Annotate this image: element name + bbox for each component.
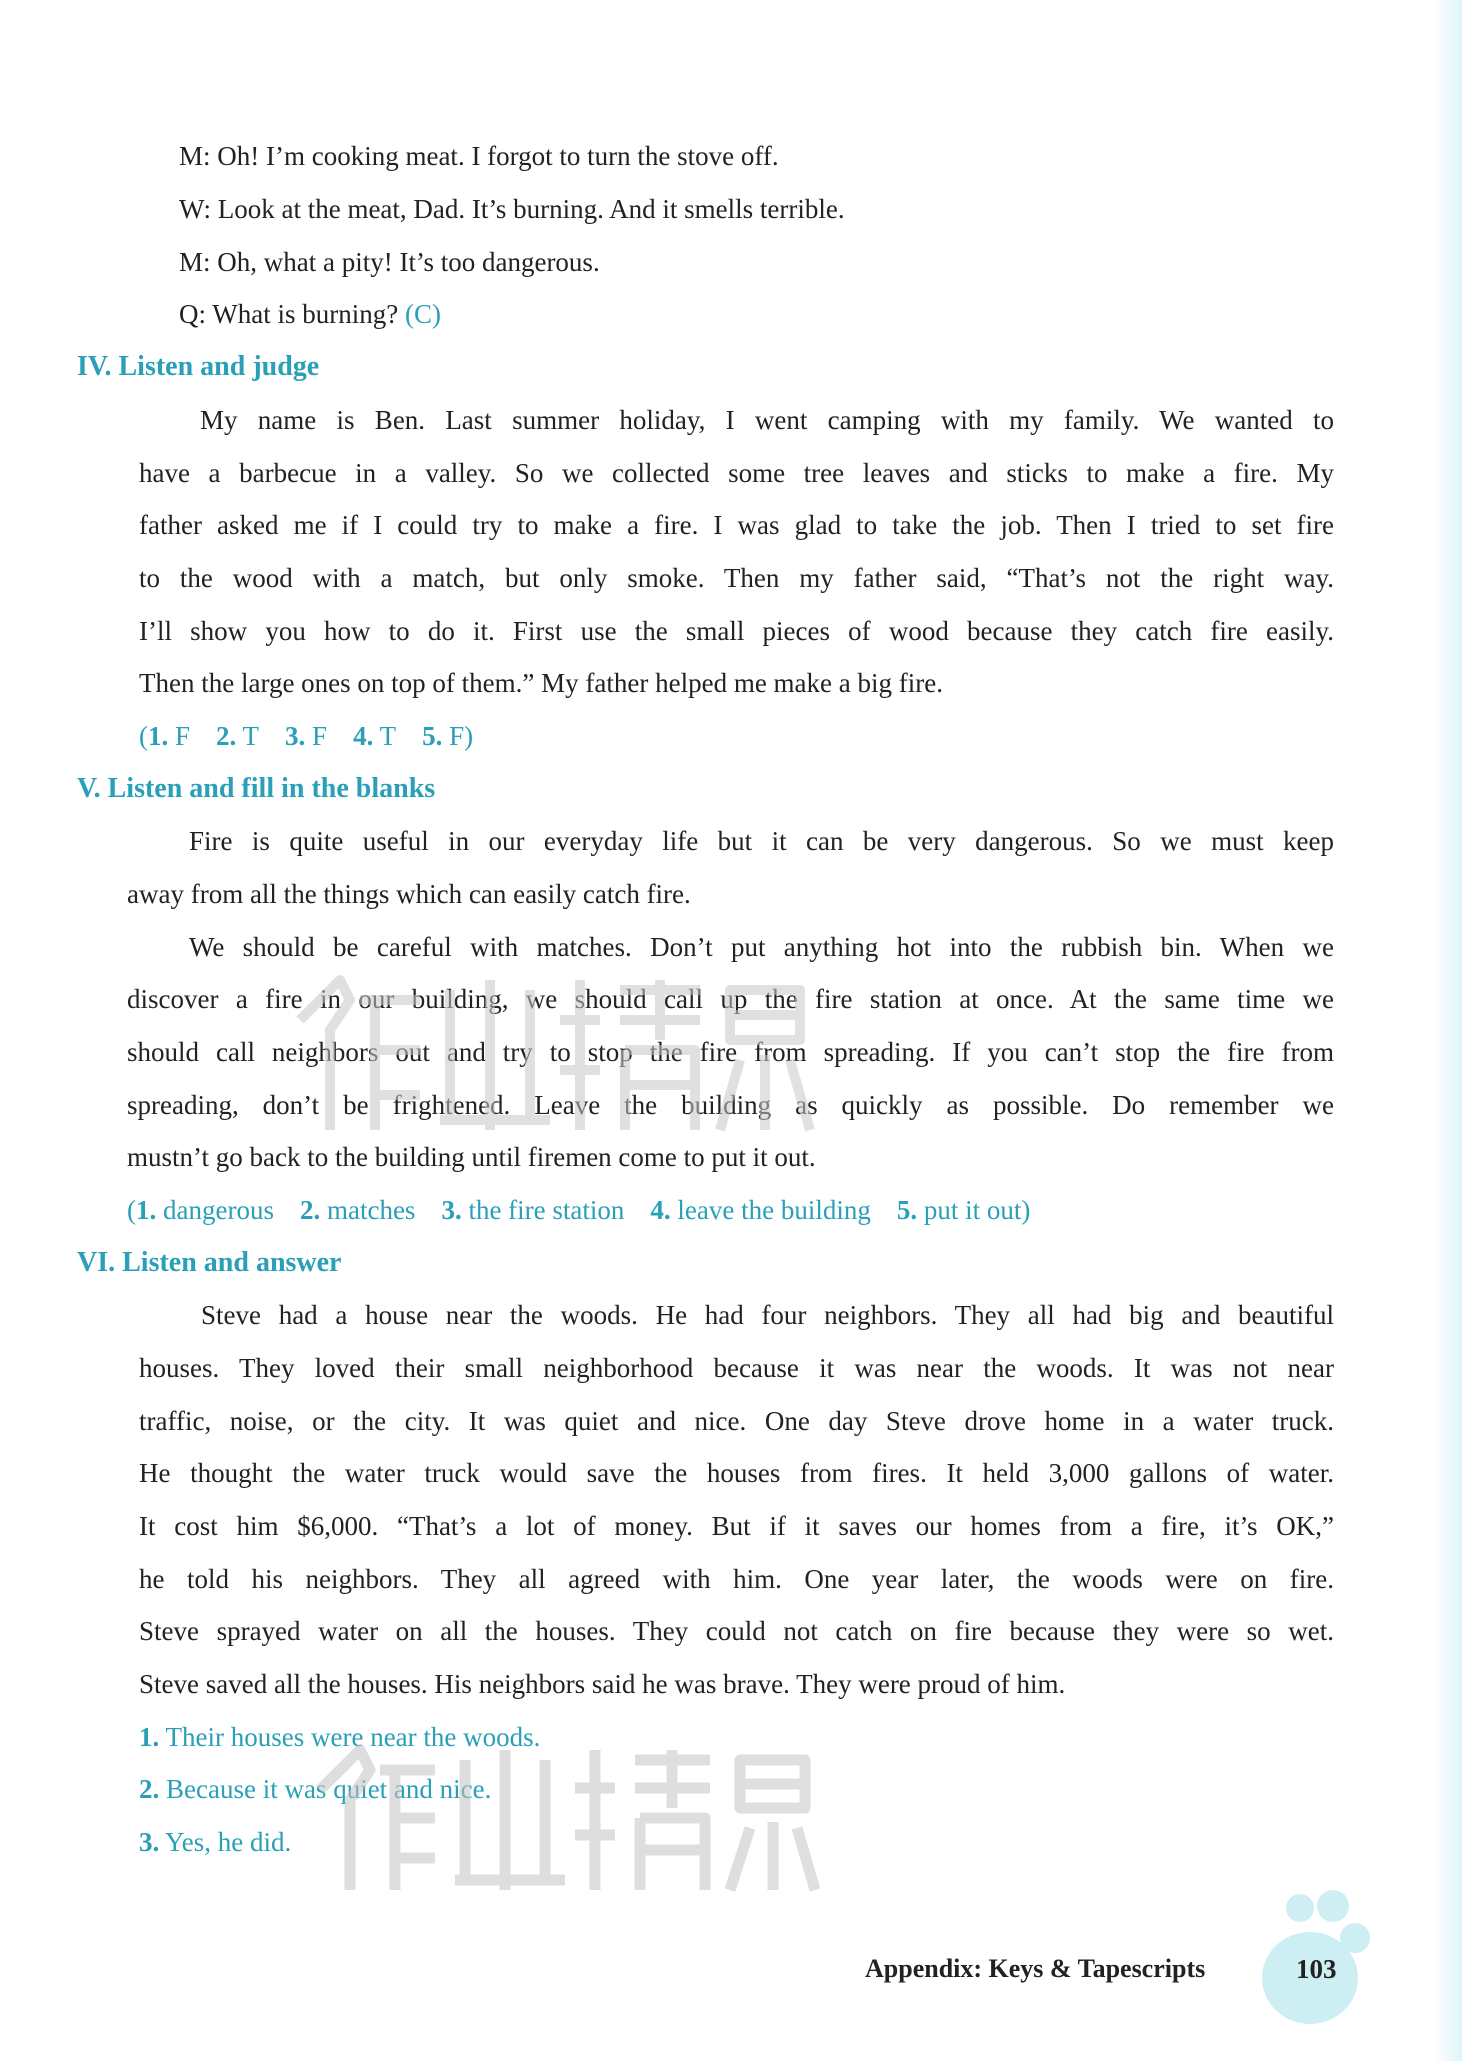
question-line [179,296,441,332]
answer-key-v: (1. dangerous 2. matches 3. the fire station 4. leave the building 5. put it out) [127,1195,1031,1225]
footer-title: Appendix: Keys & Tapescripts [865,1954,1206,1983]
answer-value: leave the building [677,1195,871,1225]
passage-line: It cost him $6,000. “That’s a lot of money. But if it saves our homes from a fire, it’s OK,” [139,1511,1334,1541]
page-edge-strip [1434,0,1462,2061]
passage-line: My name is Ben. Last summer holiday, I went camping with my family. We wanted to [200,405,1334,435]
answer-number: 2. [139,1774,160,1804]
passage-line: discover a fire in our building, we should call up the fire station at once. At the same time we [127,984,1334,1014]
answer-number: 3. [139,1827,160,1857]
answer-value: T [242,721,260,751]
dialogue-line: W: Look at the meat, Dad. It’s burning. And it smells terrible. [179,194,845,224]
answer-number: 4. [353,721,374,751]
answer-item [139,1719,540,1755]
answer-value: Their houses were near the woods. [165,1722,541,1752]
answer-value: put it out [923,1195,1022,1225]
answer-number: 5. [896,1195,918,1225]
answer-value: F [175,721,191,751]
passage-line: have a barbecue in a valley. So we collected some tree leaves and sticks to make a fire. My [139,458,1334,488]
answer-value: matches [326,1195,416,1225]
answer-number: 4. [650,1195,671,1225]
answer-value: F [312,721,328,751]
page-number: 103 [1296,1954,1337,1984]
answer-value: Because it was quiet and nice. [166,1774,492,1804]
passage-line: I’ll show you how to do it. First use the small pieces of wood because they catch fire easily. [139,616,1334,646]
passage-line: traffic, noise, or the city. It was quiet and nice. One day Steve drove home in a water truck. [139,1406,1334,1436]
answer-number: 2. [299,1195,321,1225]
answer-item [139,1824,291,1860]
answer-value: the fire station [468,1195,625,1225]
answer-value: T [379,721,397,751]
passage-line: he told his neighbors. They all agreed with him. One year later, the woods were on fire. [139,1564,1334,1594]
section-heading-iv: IV. Listen and judge [77,351,320,382]
answer-key-iv: (1. F 2. T 3. F 4. T 5. F) [139,721,474,751]
passage-line: Steve had a house near the woods. He had four neighbors. They all had big and beautiful [201,1300,1334,1330]
passage-line: to the wood with a match, but only smoke. Then my father said, “That’s not the right way. [139,563,1334,593]
answer-item [139,1771,491,1807]
dialogue-line: M: Oh, what a pity! It’s too dangerous. [179,247,600,277]
answer-number: 3. [441,1195,462,1225]
answer-number: 1. [136,1195,157,1225]
watermark-lower [300,1730,820,1900]
answer-value: F [449,721,465,751]
answer-number: 1. [148,721,169,751]
section-heading-v: V. Listen and fill in the blanks [77,773,436,804]
passage-line: away from all the things which can easily catch fire. [127,879,691,909]
passage-line: Steve sprayed water on all the houses. They could not catch on fire because they were so wet. [139,1616,1334,1646]
passage-line: houses. They loved their small neighborhood because it was near the woods. It was not near [139,1353,1334,1383]
passage-line: Steve saved all the houses. His neighbors said he was brave. They were proud of him. [139,1669,1066,1699]
passage-line: father asked me if I could try to make a fire. I was glad to take the job. Then I tried to set fire [139,510,1334,540]
passage-line: Fire is quite useful in our everyday life but it can be very dangerous. So we must keep [189,826,1334,856]
answer-number: 5. [422,721,443,751]
passage-line: spreading, don’t be frightened. Leave the building as quickly as possible. Do remember we [127,1090,1334,1120]
dialogue-line: M: Oh! I’m cooking meat. I forgot to turn the stove off. [179,141,779,171]
answer-number: 3. [285,721,306,751]
question-text: Q: What is burning? [179,299,399,329]
passage-line: We should be careful with matches. Don’t put anything hot into the rubbish bin. When we [189,932,1334,962]
section-heading-vi: VI. Listen and answer [77,1247,342,1278]
answer-number: 2. [216,721,237,751]
passage-line: Then the large ones on top of them.” My father helped me make a big fire. [139,668,943,698]
passage-line: mustn’t go back to the building until firemen come to put it out. [127,1142,816,1172]
passage-line: He thought the water truck would save the houses from fires. It held 3,000 gallons of water. [139,1458,1334,1488]
passage-line: should call neighbors out and try to stop the fire from spreading. If you can’t stop the fire from [127,1037,1334,1067]
answer-number: 1. [139,1722,160,1752]
answer-value: Yes, he did. [165,1827,292,1857]
answer-value: dangerous [163,1195,274,1225]
question-answer: (C) [404,299,441,329]
